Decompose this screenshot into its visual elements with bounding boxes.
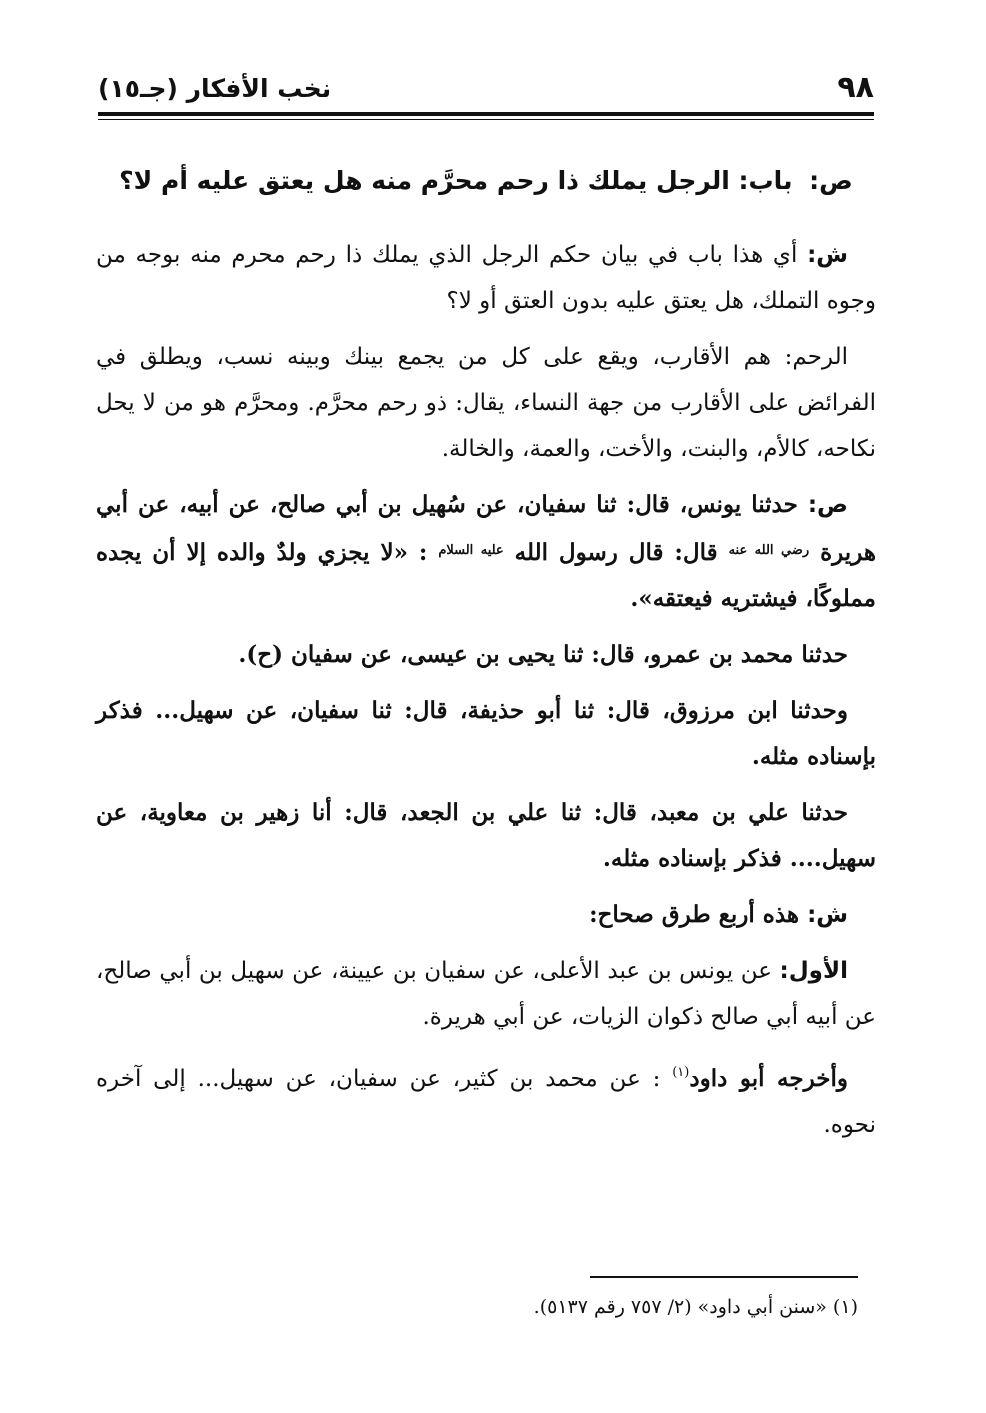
paragraph-text: أي هذا باب في بيان حكم الرجل الذي يملك ذا رحم محرم منه بوجه من وجوه التملك، هل يعتق عليه بدون العتق أو لا؟ [96,242,876,314]
commentary-marker: ش: [807,902,848,928]
honorific-glyph: رضي الله عنه [728,543,810,558]
paragraph-text: حدثنا محمد بن عمرو، قال: ثنا يحيى بن عيسى، عن سفيان (ح). [238,641,848,668]
page-number: ٩٨ [837,70,874,105]
paragraph-takhrij [96,1050,876,1148]
paragraph-chain-4 [96,790,876,882]
footnote-rule [590,1276,858,1278]
chapter-title: باب: الرجل يملك ذا رحم محرَّم منه هل يعتق عليه أم لا؟ [119,166,793,195]
paragraph-text: : عن محمد بن كثير، عن سفيان، عن سهيل... إلى آخره نحوه. [96,1066,876,1138]
footnote-text: (١) «سنن أبي داود» (٢/ ٧٥٧ رقم ٥١٣٧). [533,1296,858,1318]
paragraph-text: حدثنا علي بن معبد، قال: ثنا علي بن الجعد، قال: أنا زهير بن معاوية، عن سهيل.... فذكر بإسناده مثله. [96,799,876,872]
hadith-text: : «لا يجزي ولدٌ والده إلا أن يجده مملوكًا، فيشتريه فيعتقه». [96,539,876,612]
paragraph-definition [96,334,876,472]
main-content [96,158,876,1158]
paragraph-text: هذه أربع طرق صحاح: [589,901,800,928]
header-rule-thin [98,119,874,120]
paragraph-text: عن يونس بن عبد الأعلى، عن سفيان بن عيينة، عن سهيل بن أبي صالح، عن أبيه أبي صالح ذكوان الزيات، عن أبي هريرة. [96,958,876,1030]
paragraph-commentary-1 [96,232,876,324]
text-marker: ص: [807,492,848,518]
paragraph-text: وحدثنا ابن مرزوق، قال: ثنا أبو حذيفة، قال: ثنا سفيان، عن سهيل... فذكر بإسناده مثله. [96,697,876,770]
commentary-marker: ش: [807,242,849,268]
header-rule-thick [98,112,874,116]
page-header [98,66,874,110]
paragraph-text: الرحم: هم الأقارب، ويقع على كل من يجمع بينك وبينه نسب، ويطلق في الفرائض على الأقارب من جهة النساء، يقال: ذو رحم محرَّم. ومحرَّم هو من لا يحل نكاحه، كالأم، والبنت، والأخت، والعمة، والخالة. [96,344,876,462]
hadith-attribution: قال: قال رسول الله [514,539,718,566]
paragraph-chain-3 [96,688,876,780]
takhrij-lead: وأخرجه أبو داود [689,1065,849,1092]
paragraph-hadith [96,482,876,622]
hadith-chain: حدثنا يونس، قال: ثنا سفيان، عن سُهيل بن أبي صالح، عن أبيه، عن أبي هريرة [96,491,877,566]
chapter-heading [96,158,876,204]
honorific-glyph: عليه السلام [438,543,504,558]
chapter-marker: ص: [809,166,853,195]
paragraph-first-chain [96,948,876,1040]
footnote [96,1290,858,1324]
ordinal-marker: الأول: [779,958,848,984]
paragraph-chain-2 [96,632,876,678]
footnote-reference[interactable]: (١) [672,1065,690,1080]
paragraph-commentary-2 [96,892,876,938]
running-title: نخب الأفكار (جـ١٥) [98,74,332,103]
